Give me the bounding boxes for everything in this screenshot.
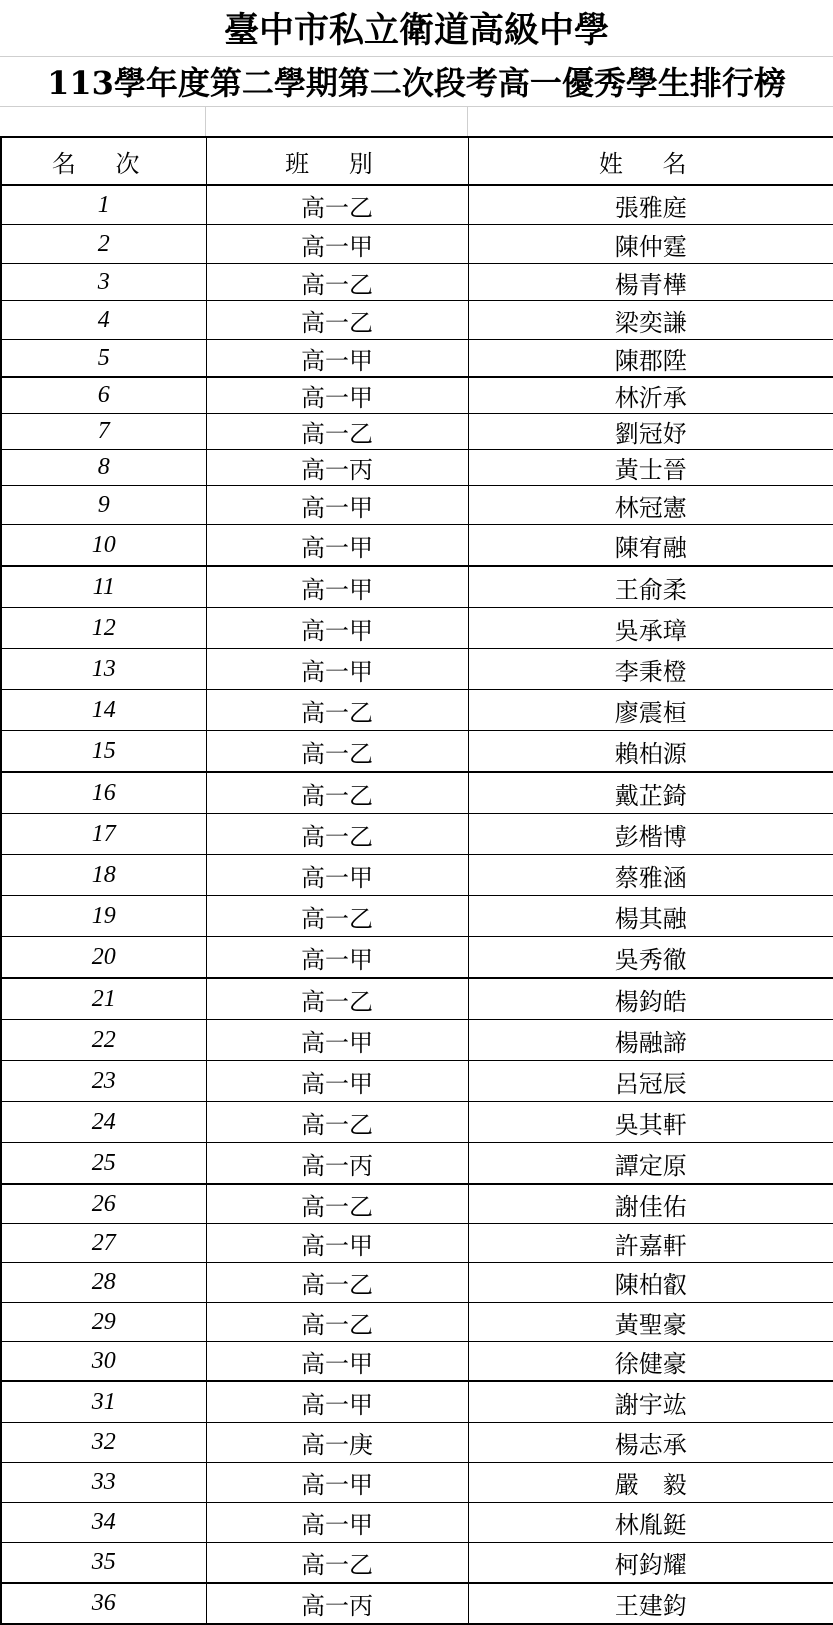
rank-cell: 17	[1, 814, 206, 855]
table-row	[1, 855, 833, 896]
rank-cell: 28	[1, 1263, 206, 1303]
table-row	[1, 301, 833, 340]
class-cell: 高一甲	[206, 377, 468, 414]
blank-row-divider	[205, 106, 206, 136]
class-cell: 高一乙	[206, 1303, 468, 1342]
name-cell: 李秉橙	[468, 649, 833, 690]
table-row	[1, 731, 833, 773]
class-cell: 高一丙	[206, 1583, 468, 1624]
class-cell: 高一乙	[206, 772, 468, 814]
name-cell: 蔡雅涵	[468, 855, 833, 896]
name-cell: 林冠憲	[468, 486, 833, 525]
class-cell: 高一乙	[206, 1184, 468, 1224]
rank-cell: 36	[1, 1583, 206, 1624]
rank-cell: 20	[1, 937, 206, 979]
class-cell: 高一乙	[206, 1543, 468, 1584]
rank-cell: 11	[1, 566, 206, 608]
rank-cell: 15	[1, 731, 206, 773]
rank-cell: 29	[1, 1303, 206, 1342]
rank-column-header: 名 次	[1, 137, 206, 185]
name-cell: 柯鈞耀	[468, 1543, 833, 1584]
rank-cell: 24	[1, 1102, 206, 1143]
rank-cell: 26	[1, 1184, 206, 1224]
class-cell: 高一乙	[206, 301, 468, 340]
rank-cell: 8	[1, 450, 206, 486]
rank-cell: 32	[1, 1423, 206, 1463]
name-cell: 楊鈞皓	[468, 978, 833, 1020]
name-cell: 吳秀徹	[468, 937, 833, 979]
name-cell: 賴柏源	[468, 731, 833, 773]
table-row	[1, 608, 833, 649]
class-cell: 高一乙	[206, 414, 468, 450]
table-row	[1, 1184, 833, 1224]
rank-cell: 10	[1, 525, 206, 567]
table-row	[1, 937, 833, 979]
name-cell: 吳承璋	[468, 608, 833, 649]
class-cell: 高一甲	[206, 1503, 468, 1543]
rank-cell: 18	[1, 855, 206, 896]
class-cell: 高一甲	[206, 1342, 468, 1382]
class-cell: 高一甲	[206, 1061, 468, 1102]
class-cell: 高一乙	[206, 690, 468, 731]
table-row	[1, 1342, 833, 1382]
class-cell: 高一甲	[206, 649, 468, 690]
rank-cell: 13	[1, 649, 206, 690]
name-cell: 楊其融	[468, 896, 833, 937]
class-cell: 高一甲	[206, 1224, 468, 1263]
rank-cell: 16	[1, 772, 206, 814]
name-cell: 嚴 毅	[468, 1463, 833, 1503]
table-row	[1, 340, 833, 378]
blank-row	[0, 106, 833, 137]
class-cell: 高一乙	[206, 814, 468, 855]
name-cell: 黃士晉	[468, 450, 833, 486]
rank-cell: 30	[1, 1342, 206, 1382]
rank-cell: 12	[1, 608, 206, 649]
table-row	[1, 225, 833, 264]
table-body	[1, 185, 833, 1624]
rank-cell: 31	[1, 1381, 206, 1423]
table-row	[1, 1102, 833, 1143]
table-row	[1, 772, 833, 814]
name-cell: 陳柏叡	[468, 1263, 833, 1303]
blank-row-divider	[467, 106, 468, 136]
name-column-header: 姓 名	[468, 137, 833, 185]
table-row	[1, 978, 833, 1020]
class-cell: 高一甲	[206, 225, 468, 264]
name-cell: 張雅庭	[468, 185, 833, 225]
class-cell: 高一甲	[206, 937, 468, 979]
rank-cell: 22	[1, 1020, 206, 1061]
rank-cell: 1	[1, 185, 206, 225]
rank-cell: 14	[1, 690, 206, 731]
name-cell: 楊青樺	[468, 264, 833, 301]
table-row	[1, 1020, 833, 1061]
name-cell: 呂冠辰	[468, 1061, 833, 1102]
table-row	[1, 814, 833, 855]
rank-cell: 35	[1, 1543, 206, 1584]
rank-cell: 3	[1, 264, 206, 301]
table-row	[1, 1423, 833, 1463]
name-cell: 許嘉軒	[468, 1224, 833, 1263]
class-cell: 高一乙	[206, 731, 468, 773]
class-cell: 高一庚	[206, 1423, 468, 1463]
rank-cell: 23	[1, 1061, 206, 1102]
class-column-header: 班 別	[206, 137, 468, 185]
table-row	[1, 649, 833, 690]
name-cell: 徐健豪	[468, 1342, 833, 1382]
ranking-table	[0, 136, 833, 1625]
table-row	[1, 566, 833, 608]
table-row	[1, 1463, 833, 1503]
table-row	[1, 1583, 833, 1624]
name-cell: 廖震桓	[468, 690, 833, 731]
class-cell: 高一甲	[206, 1463, 468, 1503]
name-cell: 楊志承	[468, 1423, 833, 1463]
table-row	[1, 486, 833, 525]
rank-cell: 25	[1, 1143, 206, 1185]
class-cell: 高一甲	[206, 486, 468, 525]
class-cell: 高一甲	[206, 1020, 468, 1061]
rank-cell: 5	[1, 340, 206, 378]
table-row	[1, 1263, 833, 1303]
class-cell: 高一乙	[206, 264, 468, 301]
rank-cell: 2	[1, 225, 206, 264]
name-cell: 林沂承	[468, 377, 833, 414]
name-cell: 林胤鋌	[468, 1503, 833, 1543]
rank-cell: 21	[1, 978, 206, 1020]
table-row	[1, 1503, 833, 1543]
table-row	[1, 185, 833, 225]
name-cell: 謝佳佑	[468, 1184, 833, 1224]
ranking-title: 113學年度第二學期第二次段考高一優秀學生排行榜	[0, 56, 833, 107]
table-header-row	[1, 137, 833, 185]
rank-cell: 33	[1, 1463, 206, 1503]
table-row	[1, 450, 833, 486]
table-row	[1, 1303, 833, 1342]
class-cell: 高一甲	[206, 525, 468, 567]
name-cell: 彭楷博	[468, 814, 833, 855]
name-cell: 吳其軒	[468, 1102, 833, 1143]
table-row	[1, 264, 833, 301]
name-cell: 陳郡陞	[468, 340, 833, 378]
table-row	[1, 1143, 833, 1185]
rank-cell: 9	[1, 486, 206, 525]
class-cell: 高一甲	[206, 1381, 468, 1423]
rank-cell: 7	[1, 414, 206, 450]
name-cell: 王建鈞	[468, 1583, 833, 1624]
table-row	[1, 896, 833, 937]
name-cell: 陳宥融	[468, 525, 833, 567]
class-cell: 高一乙	[206, 185, 468, 225]
table-row	[1, 377, 833, 414]
class-cell: 高一乙	[206, 978, 468, 1020]
name-cell: 謝宇竑	[468, 1381, 833, 1423]
class-cell: 高一乙	[206, 1102, 468, 1143]
table-row	[1, 1543, 833, 1584]
class-cell: 高一丙	[206, 1143, 468, 1185]
rank-cell: 4	[1, 301, 206, 340]
name-cell: 梁奕謙	[468, 301, 833, 340]
class-cell: 高一甲	[206, 608, 468, 649]
name-cell: 戴芷錡	[468, 772, 833, 814]
name-cell: 王俞柔	[468, 566, 833, 608]
name-cell: 譚定原	[468, 1143, 833, 1185]
rank-cell: 6	[1, 377, 206, 414]
name-cell: 黃聖豪	[468, 1303, 833, 1342]
name-cell: 劉冠妤	[468, 414, 833, 450]
table-row	[1, 525, 833, 567]
class-cell: 高一甲	[206, 855, 468, 896]
class-cell: 高一丙	[206, 450, 468, 486]
rank-cell: 27	[1, 1224, 206, 1263]
rank-cell: 34	[1, 1503, 206, 1543]
class-cell: 高一乙	[206, 1263, 468, 1303]
name-cell: 陳仲霆	[468, 225, 833, 264]
table-row	[1, 1061, 833, 1102]
table-row	[1, 690, 833, 731]
name-cell: 楊融諦	[468, 1020, 833, 1061]
table-row	[1, 414, 833, 450]
school-title: 臺中市私立衛道高級中學	[0, 0, 833, 57]
rank-cell: 19	[1, 896, 206, 937]
class-cell: 高一甲	[206, 566, 468, 608]
class-cell: 高一乙	[206, 896, 468, 937]
table-row	[1, 1224, 833, 1263]
class-cell: 高一甲	[206, 340, 468, 378]
table-row	[1, 1381, 833, 1423]
